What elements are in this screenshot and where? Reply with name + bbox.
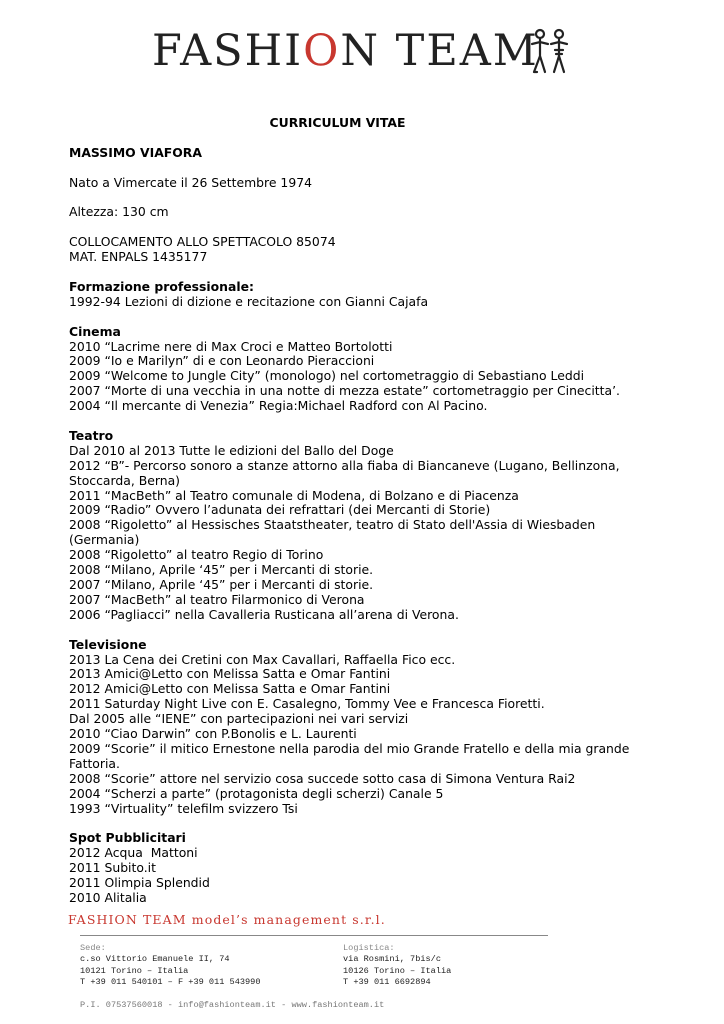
sede-city: 10121 Torino – Italia (80, 965, 189, 976)
section-heading-cinema: Cinema (69, 323, 121, 339)
list-item: 2009 “Welcome to Jungle City” (monologo) nel cortometraggio di Sebastiano Leddi (69, 368, 585, 384)
letterhead (0, 20, 724, 90)
list-item: 1993 “Virtuality” telefilm svizzero Tsi (69, 800, 298, 816)
list-item: 2007 “MacBeth” al teatro Filarmonico di Verona (69, 591, 365, 607)
list-item: 2004 “Il mercante di Venezia” Regia:Michael Radford con Al Pacino. (69, 398, 488, 414)
footer-divider (80, 935, 548, 936)
list-item: 1992-94 Lezioni di dizione e recitazione con Gianni Cajafa (69, 293, 429, 309)
list-item: 2010 Alitalia (69, 889, 147, 905)
person-name: MASSIMO VIAFORA (69, 144, 202, 160)
list-item: 2012 Acqua Mattoni (69, 845, 198, 861)
footer-company-name: FASHION TEAM model’s management s.r.l. (68, 912, 386, 927)
list-item: 2007 “Morte di una vecchia in una notte di mezza estate” cortometraggio per Cinecitta’. (69, 383, 620, 399)
list-item: 2010 “Ciao Darwin” con P.Bonolis e L. Laurenti (69, 726, 357, 742)
list-item: 2011 Subito.it (69, 860, 156, 876)
footer-logistica (343, 943, 543, 989)
list-item: 2012 “B”- Percorso sonoro a stanze attorno alla fiaba di Biancaneve (Lugano, Bellinzona, (69, 457, 620, 473)
list-item: 2013 Amici@Letto con Melissa Satta e Omar Fantini (69, 666, 391, 682)
list-item: 2004 “Scherzi a parte” (protagonista degli scherzi) Canale 5 (69, 785, 444, 801)
section-heading-formazione: Formazione professionale: (69, 278, 254, 294)
list-item: 2007 “Milano, Aprile ‘45” per i Mercanti di storie. (69, 576, 374, 592)
logo-part-1: FASHI (152, 26, 304, 76)
cv-body (69, 116, 669, 906)
list-item: 2008 “Milano, Aprile ‘45” per i Mercanti di storie. (69, 562, 374, 578)
list-item: 2008 “Rigoletto” al Hessisches Staatstheater, teatro di Stato dell'Assia di Wiesbaden (69, 517, 596, 533)
list-item: 2008 “Rigoletto” al teatro Regio di Torino (69, 547, 324, 563)
list-item: Dal 2005 alle “IENE” con partecipazioni nei vari servizi (69, 711, 409, 727)
sede-phone: T +39 011 540101 – F +39 011 543990 (80, 977, 261, 988)
logo-accent-letter: O (303, 26, 341, 76)
section-heading-teatro: Teatro (69, 427, 114, 443)
spot-list (69, 846, 669, 906)
footer-contact-line: P.I. 07537560018 - info@fashionteam.it - www.fashionteam.it (80, 1000, 385, 1010)
logistica-city: 10126 Torino – Italia (343, 965, 452, 976)
logistica-phone: T +39 011 6692894 (343, 977, 431, 988)
list-item: 2011 Olimpia Splendid (69, 875, 210, 891)
company-logo (152, 28, 539, 74)
list-item: 2009 “Radio” Ovvero l’adunata dei refrattari (dei Mercanti di Storie) (69, 502, 491, 518)
sede-label: Sede: (80, 943, 106, 953)
section-heading-spot: Spot Pubblicitari (69, 830, 186, 846)
logistica-label: Logistica: (343, 943, 395, 953)
list-item: 2008 “Scorie” attore nel servizio cosa succede sotto casa di Simona Ventura Rai2 (69, 770, 576, 786)
list-item: (Germania) (69, 532, 140, 548)
height-info: Altezza: 130 cm (69, 204, 169, 220)
list-item: 2012 Amici@Letto con Melissa Satta e Omar Fantini (69, 681, 391, 697)
list-item: Fattoria. (69, 755, 120, 771)
document-title: CURRICULUM VITAE (269, 115, 406, 130)
birth-info: Nato a Vimercate il 26 Settembre 1974 (69, 174, 312, 190)
cinema-list (69, 340, 669, 415)
list-item: 2013 La Cena dei Cretini con Max Cavallari, Raffaella Fico ecc. (69, 651, 456, 667)
teatro-list (69, 444, 669, 623)
footer-sede (80, 943, 340, 989)
enpals-info: MAT. ENPALS 1435177 (69, 249, 208, 265)
list-item: 2011 Saturday Night Live con E. Casalegno, Tommy Vee e Francesca Fioretti. (69, 696, 545, 712)
list-item: 2006 “Pagliacci” nella Cavalleria Rusticana all’arena di Verona. (69, 606, 459, 622)
logistica-address: via Rosmini, 7bis/c (343, 954, 441, 965)
logo-part-3: TEAM (379, 26, 539, 76)
section-heading-televisione: Televisione (69, 636, 147, 652)
sede-address: c.so Vittorio Emanuele II, 74 (80, 954, 230, 965)
list-item: 2009 “Scorie” il mitico Ernestone nella parodia del mio Grande Fratello e della mia grande (69, 740, 630, 756)
logo-part-2: N (340, 26, 380, 76)
formazione-list (69, 295, 669, 310)
list-item: Stoccarda, Berna) (69, 472, 181, 488)
list-item: 2010 “Lacrime nere di Max Croci e Matteo Bortolotti (69, 338, 393, 354)
figures-logo-icon (528, 28, 572, 78)
letterhead-footer (68, 912, 548, 1010)
televisione-list (69, 653, 669, 817)
list-item: 2011 “MacBeth” al Teatro comunale di Modena, di Bolzano e di Piacenza (69, 487, 519, 503)
collocamento-info: COLLOCAMENTO ALLO SPETTACOLO 85074 (69, 234, 336, 250)
list-item: 2009 “Io e Marilyn” di e con Leonardo Pieraccioni (69, 353, 375, 369)
list-item: Dal 2010 al 2013 Tutte le edizioni del Ballo del Doge (69, 442, 394, 458)
